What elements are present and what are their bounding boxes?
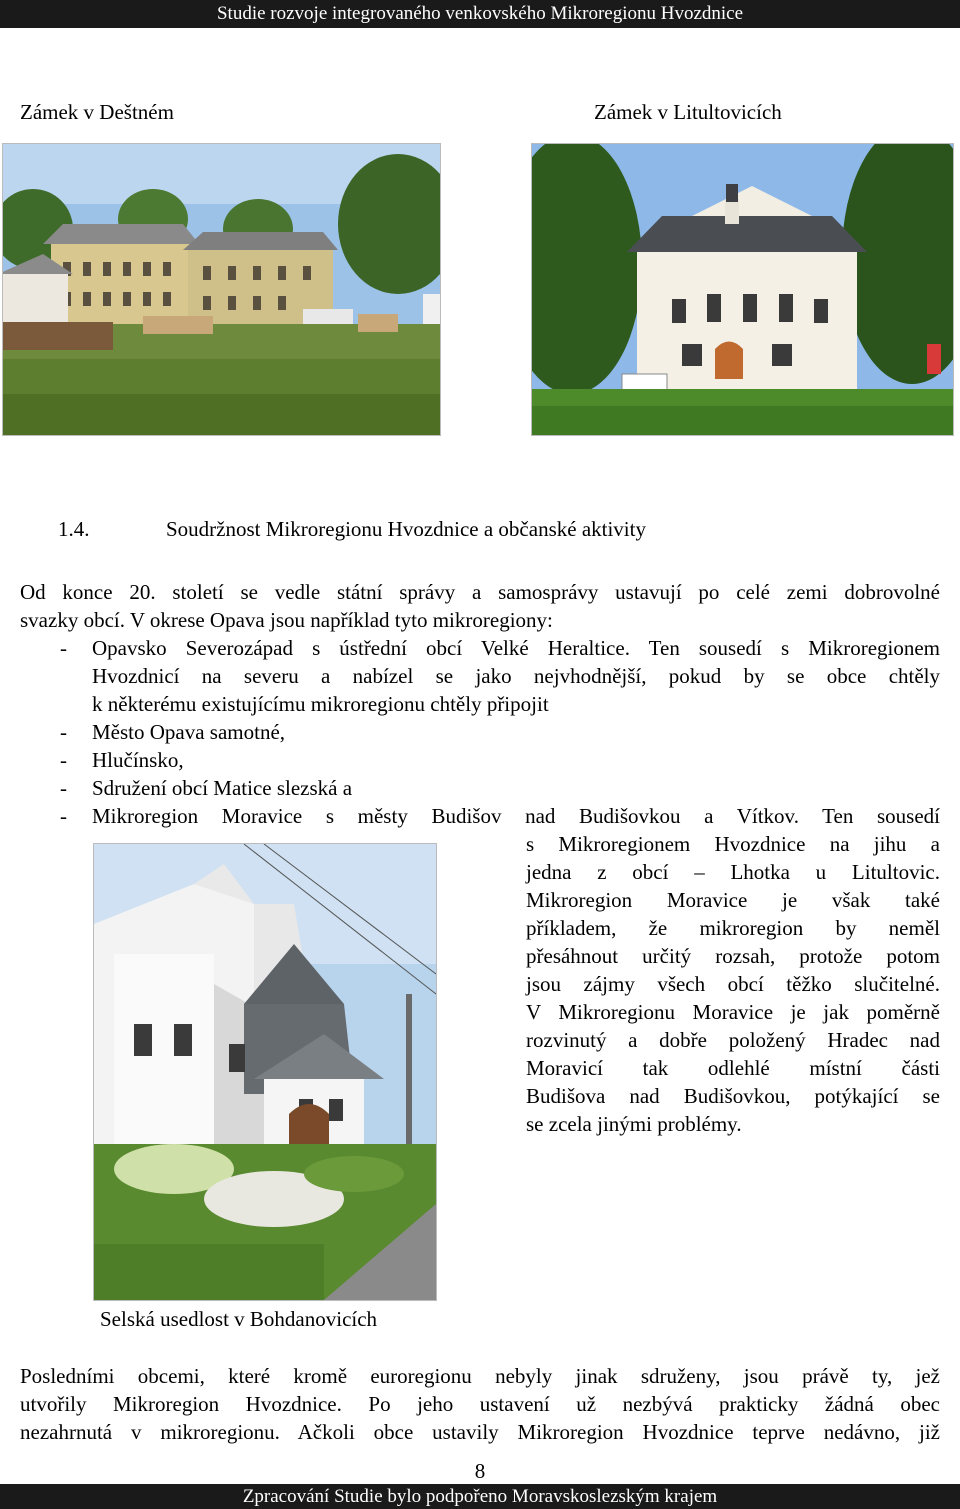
wrap-line: se zcela jinými problémy. — [526, 1112, 742, 1136]
wrap-line: Moravicí tak odlehlé místní části — [526, 1056, 940, 1080]
wrap-line: Mikroregion Moravice je však také — [526, 888, 940, 912]
section-title: Soudržnost Mikroregionu Hvozdnice a občanské aktivity — [166, 517, 646, 541]
paragraph-2-line-3: nezahrnutá v mikroregionu. Ačkoli obce ustavily Mikroregion Hvozdnice teprve nedávno, již — [20, 1420, 940, 1444]
section-number: 1.4. — [58, 517, 90, 541]
caption-destne: Zámek v Deštném — [20, 100, 174, 124]
caption-litultovice: Zámek v Litultovicích — [594, 100, 782, 124]
photo-selska-usedlost — [93, 843, 437, 1301]
list-item-2: Město Opava samotné, — [92, 720, 286, 744]
photo-zamek-destne — [2, 143, 441, 436]
wrap-line: jedna z obcí – Lhotka u Litultovic. — [526, 860, 940, 884]
list-item-5: Mikroregion Moravice s městy Budišov nad Budišovkou a Vítkov. Ten sousedí — [92, 804, 940, 828]
list-item-1-line-1-justified: Opavsko Severozápad s ústřední obcí Velké Heraltice. Ten sousedí s Mikroregionem — [92, 636, 940, 660]
wrap-line: rozvinutý a dobře položený Hradec nad — [526, 1028, 940, 1052]
page-number: 8 — [474, 1459, 486, 1483]
wrap-line: Budišova nad Budišovkou, potýkající se — [526, 1084, 940, 1108]
caption-bohdanovice: Selská usedlost v Bohdanovicích — [100, 1307, 378, 1331]
paragraph-2-line-1: Posledními obcemi, které kromě euroregionu nebyly jinak sdruženy, jsou právě ty, jež — [20, 1364, 940, 1388]
wrap-line: příkladem, že mikroregion by neměl — [526, 916, 940, 940]
list-item-1-line-2: Hvozdnicí na severu a nabízel se jako nejvhodnější, pokud by se obce chtěly — [92, 664, 940, 688]
list-item-4: Sdružení obcí Matice slezská a — [92, 776, 353, 800]
wrap-line: s Mikroregionem Hvozdnice na jihu a — [526, 832, 940, 856]
page-header: Studie rozvoje integrovaného venkovského Mikroregionu Hvozdnice — [0, 0, 960, 28]
wrap-line: jsou zájmy všech obcí těžko slučitelné. — [526, 972, 940, 996]
list-item-1-line-3: k některému existujícímu mikroregionu chtěly připojit — [92, 692, 549, 716]
wrap-line: přesáhnout určitý rozsah, protože potom — [526, 944, 940, 968]
paragraph-1-line-1: Od konce 20. století se vedle státní správy a samosprávy ustavují po celé zemi dobrovolné — [20, 580, 940, 604]
wrap-line: V Mikroregionu Moravice je jak poměrně — [526, 1000, 940, 1024]
list-item-3: Hlučínsko, — [92, 748, 184, 772]
paragraph-2-line-2: utvořily Mikroregion Hvozdnice. Po jeho ustavení už nezbývá prakticky žádná obec — [20, 1392, 940, 1416]
paragraph-1-line-2: svazky obcí. V okrese Opava jsou například tyto mikroregiony: — [20, 608, 553, 632]
photo-zamek-litultovice — [531, 143, 954, 436]
wrap-text — [526, 830, 940, 1138]
page-footer: Zpracování Studie bylo podpořeno Moravskoslezským krajem — [0, 1484, 960, 1509]
